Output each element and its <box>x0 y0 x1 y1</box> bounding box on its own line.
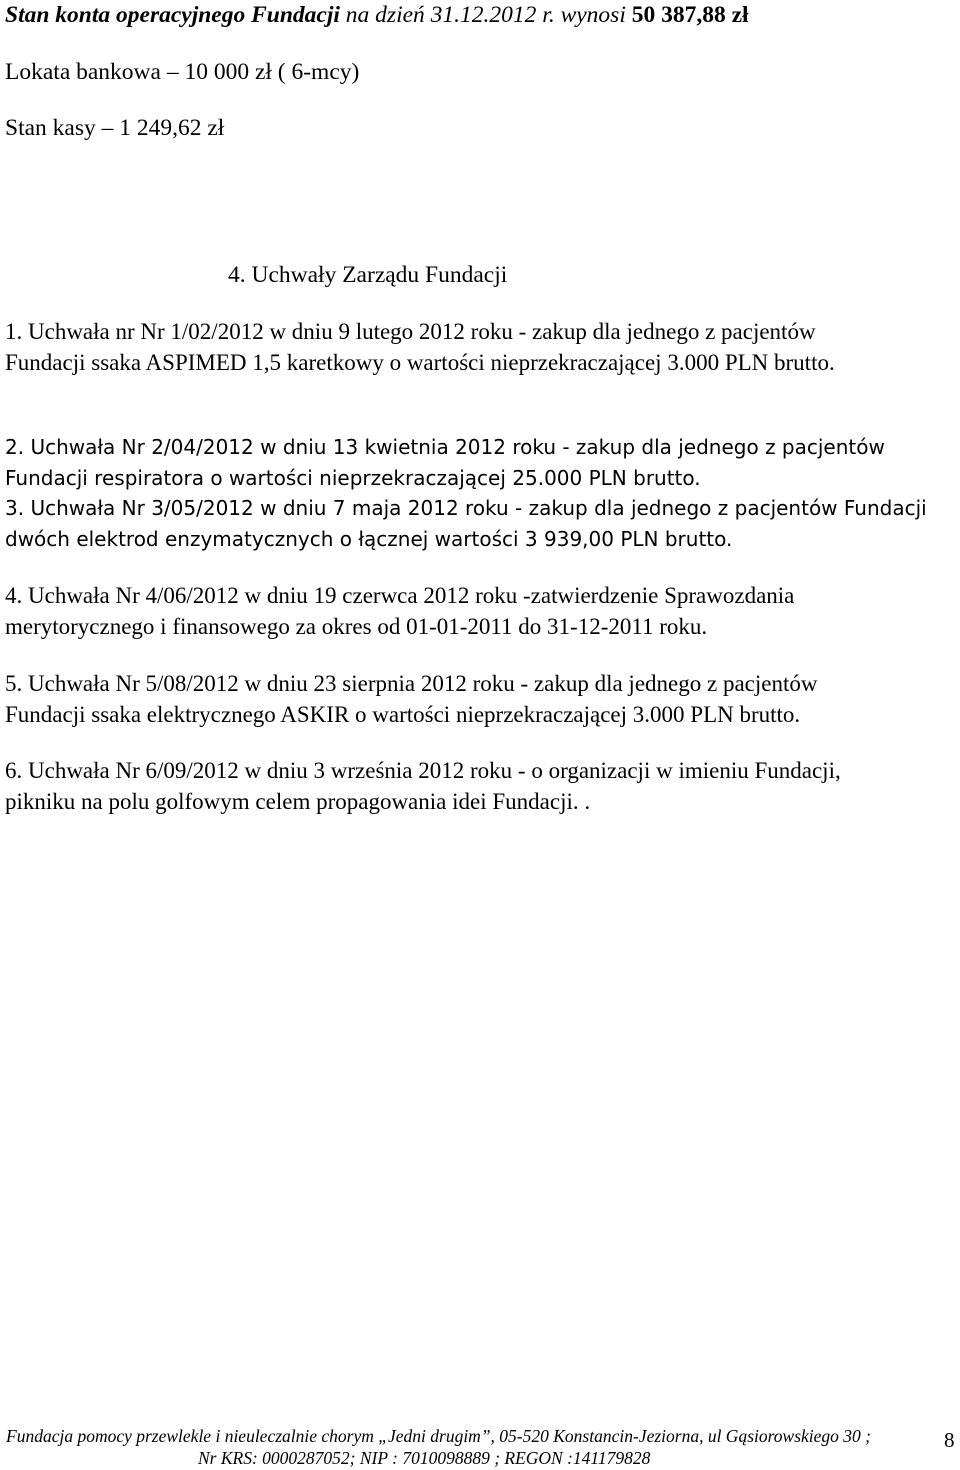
account-date-text: na dzień 31.12.2012 r. wynosi <box>339 2 632 28</box>
bank-deposit-line: Lokata bankowa – 10 000 zł ( 6-mcy) <box>5 59 360 85</box>
footer-registry: Nr KRS: 0000287052; NIP : 7010098889 ; REGON :141179828 <box>198 1448 651 1468</box>
resolution-item <box>5 755 955 817</box>
resolution-line: 2. Uchwała Nr 2/04/2012 w dniu 13 kwietnia 2012 roku - zakup dla jednego z pacjentów <box>5 435 885 459</box>
resolution-line: Fundacji respiratora o wartości nieprzekraczającej 25.000 PLN brutto. <box>5 466 701 490</box>
resolution-line: 4. Uchwała Nr 4/06/2012 w dniu 19 czerwca 2012 roku -zatwierdzenie Sprawozdania <box>5 583 795 608</box>
resolution-item <box>5 668 955 730</box>
section-title: 4. Uchwały Zarządu Fundacji <box>228 262 508 288</box>
resolution-line: pikniku na polu golfowym celem propagowania idei Fundacji. . <box>5 789 591 814</box>
account-label: Stan konta operacyjnego Fundacji <box>5 2 340 28</box>
resolution-item <box>5 493 955 555</box>
resolution-item <box>5 432 955 494</box>
resolution-line: Fundacji ssaka ASPIMED 1,5 karetkowy o wartości nieprzekraczającej 3.000 PLN brutto. <box>5 350 835 375</box>
resolution-item <box>5 316 955 378</box>
cash-balance-line: Stan kasy – 1 249,62 zł <box>5 115 225 141</box>
resolution-line: Fundacji ssaka elektrycznego ASKIR o wartości nieprzekraczającej 3.000 PLN brutto. <box>5 702 801 727</box>
resolution-line: 3. Uchwała Nr 3/05/2012 w dniu 7 maja 2012 roku - zakup dla jednego z pacjentów Fundacji <box>5 496 927 520</box>
account-balance-line <box>5 2 749 29</box>
page-number: 8 <box>944 1428 955 1452</box>
page-footer <box>6 1425 871 1469</box>
resolution-line: dwóch elektrod enzymatycznych o łącznej wartości 3 939,00 PLN brutto. <box>5 527 733 551</box>
resolution-item <box>5 580 955 642</box>
resolution-line: merytorycznego i finansowego za okres od 01-01-2011 do 31-12-2011 roku. <box>5 614 708 639</box>
account-amount: 50 387,88 zł <box>631 2 749 28</box>
footer-address: Fundacja pomocy przewlekle i nieuleczalnie chorym „Jedni drugim”, 05-520 Konstancin-Jeziorna, ul Gąsiorowskiego 30 ; <box>6 1426 871 1446</box>
resolution-line: 6. Uchwała Nr 6/09/2012 w dniu 3 września 2012 roku - o organizacji w imieniu Fundacji, <box>5 758 841 783</box>
resolution-line: 5. Uchwała Nr 5/08/2012 w dniu 23 sierpnia 2012 roku - zakup dla jednego z pacjentów <box>5 671 818 696</box>
resolution-line: 1. Uchwała nr Nr 1/02/2012 w dniu 9 lutego 2012 roku - zakup dla jednego z pacjentów <box>5 319 816 344</box>
